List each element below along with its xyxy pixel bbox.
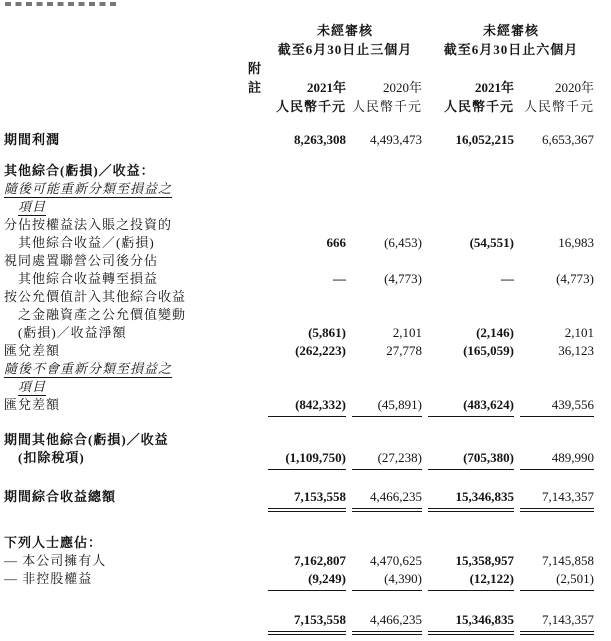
cell-value-2021-6m: — (501, 271, 514, 286)
header-row-currency (0, 97, 611, 116)
cell-value-2020-3m (352, 288, 422, 306)
cell-value-2020-6m: 2,101 (564, 325, 594, 340)
row-label: 按公允價值計入其他綜合收益 (4, 289, 187, 304)
row-label: — 本公司擁有人 (4, 553, 107, 568)
cell-value-2021-6m: (483,624) (428, 396, 514, 417)
cell-value-2021-3m: (842,332) (268, 396, 346, 417)
currency-label-2021-3m: 人民幣千元 (275, 99, 346, 114)
cell-value-2020-3m: 4,470,625 (370, 553, 422, 568)
cell-value-2021-6m: (2,146) (476, 325, 514, 340)
cell-value-2020-3m (352, 431, 422, 449)
table-row (0, 360, 611, 378)
cell-value-2021-6m: 15,346,835 (428, 488, 514, 509)
cell-value-2020-6m (520, 162, 594, 180)
cell-value-2021-6m (428, 360, 514, 378)
cell-note (238, 360, 262, 378)
table-header (0, 21, 611, 116)
cell-value-2020-6m: 7,143,357 (520, 488, 594, 509)
cell-value-2021-6m: (12,122) (428, 570, 514, 591)
table-row (0, 234, 611, 252)
cell-value-2020-3m: 4,466,235 (352, 488, 422, 509)
table-row (0, 570, 611, 591)
cell-note (238, 378, 262, 396)
cell-value-2020-3m: (45,891) (352, 396, 422, 417)
cell-note (238, 270, 262, 288)
cell-value-2020-6m (520, 180, 594, 198)
cell-value-2021-6m: (165,059) (463, 343, 514, 358)
cell-value-2021-3m: 7,162,807 (294, 553, 346, 568)
cell-value-2020-3m (352, 216, 422, 234)
cell-value-2021-3m (268, 306, 346, 324)
cell-value-2021-6m (428, 162, 514, 180)
table-row (0, 534, 611, 552)
table-row (0, 270, 611, 288)
cell-value-2020-6m: 36,123 (558, 343, 594, 358)
header-row-unaudited (0, 21, 611, 40)
cell-value-2020-3m (352, 252, 422, 270)
cell-value-2021-6m (428, 431, 514, 449)
cell-value-2021-3m: 7,153,558 (268, 611, 346, 632)
cell-value-2021-6m (428, 198, 514, 216)
cell-note (238, 534, 262, 552)
cell-value-2020-6m: 6,653,367 (542, 132, 594, 147)
header-row-period (0, 40, 611, 59)
cell-value-2021-6m: 15,358,957 (455, 553, 514, 568)
cell-value-2021-3m (268, 180, 346, 198)
cell-value-2020-3m (352, 306, 422, 324)
cell-note (238, 324, 262, 342)
row-label: 期間其他綜合(虧損)／收益 (4, 432, 169, 447)
currency-label-2020-3m: 人民幣千元 (352, 99, 423, 114)
cell-value-2020-6m (520, 198, 594, 216)
cell-value-2020-6m: 7,145,858 (542, 553, 594, 568)
cell-value-2021-6m (428, 252, 514, 270)
cell-value-2020-6m (520, 252, 594, 270)
cell-value-2021-6m: 15,346,835 (428, 611, 514, 632)
year-2021-6m: 2021年 (474, 80, 514, 95)
currency-label-2020-6m: 人民幣千元 (523, 99, 594, 114)
cell-value-2021-3m: 8,263,308 (294, 132, 346, 147)
cell-value-2021-6m (428, 216, 514, 234)
cell-value-2021-3m (268, 534, 346, 552)
table-row (0, 324, 611, 342)
cell-note (238, 552, 262, 570)
row-label: 隨後可能重新分類至損益之 (4, 181, 173, 196)
table-row (0, 180, 611, 198)
cell-note (238, 431, 262, 449)
cell-note (238, 396, 262, 417)
row-label: 匯兌差額 (4, 397, 61, 412)
row-label: 期間利潤 (4, 132, 61, 147)
cell-note (238, 198, 262, 216)
cell-value-2020-6m: 439,556 (520, 396, 594, 417)
row-label: 之金融資產之公允價值變動 (18, 307, 187, 322)
table-row (0, 552, 611, 570)
row-label: (扣除稅項) (18, 450, 85, 465)
row-label: 分佔按權益法入賬之投資的 (4, 217, 173, 232)
row-label: (虧損)／收益淨額 (18, 325, 127, 340)
cell-value-2020-6m (520, 534, 594, 552)
cell-value-2021-6m (428, 378, 514, 396)
cell-value-2020-6m: (4,773) (556, 271, 594, 286)
cell-value-2020-3m: (4,390) (352, 570, 422, 591)
currency-label-2021-6m: 人民幣千元 (443, 99, 514, 114)
cell-value-2020-3m: (6,453) (384, 235, 422, 250)
table-row (0, 216, 611, 234)
cell-value-2021-3m: 7,153,558 (268, 488, 346, 509)
table-row (0, 342, 611, 360)
cell-value-2021-6m: (705,380) (428, 449, 514, 470)
cell-value-2020-6m: 16,983 (558, 235, 594, 250)
cell-value-2021-3m (268, 216, 346, 234)
cell-value-2020-3m: (27,238) (352, 449, 422, 470)
cell-value-2021-3m: (9,249) (268, 570, 346, 591)
table-row (0, 252, 611, 270)
cell-note (238, 288, 262, 306)
cell-value-2020-3m (352, 378, 422, 396)
cell-note (238, 488, 262, 509)
note-column-label: 附註 (247, 61, 262, 95)
cell-value-2020-3m (352, 162, 422, 180)
cell-value-2020-6m: 7,143,357 (520, 611, 594, 632)
clipped-text-fragment (5, 2, 117, 6)
table-row (0, 306, 611, 324)
row-label: 其他綜合收益／(虧損) (18, 235, 155, 250)
cell-note (238, 611, 262, 632)
year-2020-3m: 2020年 (382, 80, 422, 95)
table-row (0, 431, 611, 449)
cell-value-2020-3m: (4,773) (384, 271, 422, 286)
cell-value-2020-6m (520, 360, 594, 378)
cell-value-2021-3m: (262,223) (295, 343, 346, 358)
row-label (4, 611, 232, 632)
table-row (0, 396, 611, 417)
cell-value-2021-3m (268, 288, 346, 306)
cell-note (238, 252, 262, 270)
row-label: — 非控股權益 (4, 571, 93, 586)
cell-note (238, 342, 262, 360)
cell-value-2020-3m (352, 198, 422, 216)
cell-value-2021-3m: 666 (326, 235, 346, 250)
cell-value-2021-3m: — (333, 271, 346, 286)
cell-note (238, 216, 262, 234)
period-label-3m: 截至6月30日止三個月 (277, 42, 413, 57)
cell-note (238, 449, 262, 470)
cell-value-2021-3m (268, 431, 346, 449)
cell-value-2021-6m: 16,052,215 (455, 132, 514, 147)
cell-value-2020-6m (520, 306, 594, 324)
cell-value-2020-3m: 4,466,235 (352, 611, 422, 632)
statement-rows (0, 131, 611, 632)
cell-value-2020-3m (352, 534, 422, 552)
cell-value-2021-3m (268, 198, 346, 216)
cell-value-2021-3m: (5,861) (308, 325, 346, 340)
table-row (0, 611, 611, 632)
row-label: 其他綜合收益轉至損益 (18, 271, 159, 286)
cell-value-2021-6m (428, 534, 514, 552)
cell-value-2021-6m (428, 306, 514, 324)
table-row (0, 449, 611, 470)
cell-value-2020-3m (352, 360, 422, 378)
cell-note (238, 180, 262, 198)
cell-note (238, 306, 262, 324)
table-row (0, 288, 611, 306)
cell-note (238, 570, 262, 591)
cell-value-2020-3m: 27,778 (386, 343, 422, 358)
row-label: 匯兌差額 (4, 343, 61, 358)
cell-value-2020-6m (520, 288, 594, 306)
cell-value-2021-3m (268, 360, 346, 378)
cell-value-2021-6m (428, 288, 514, 306)
row-label: 項目 (18, 379, 47, 394)
cell-value-2020-6m (520, 216, 594, 234)
table-row (0, 131, 611, 149)
cell-value-2021-3m (268, 162, 346, 180)
table-row (0, 378, 611, 396)
table-row (0, 198, 611, 216)
cell-value-2021-6m: (54,551) (469, 235, 514, 250)
cell-value-2020-3m (352, 180, 422, 198)
unaudited-label-6m: 未經審核 (482, 23, 539, 38)
unaudited-label-3m: 未經審核 (316, 23, 373, 38)
year-2021-3m: 2021年 (306, 80, 346, 95)
row-label: 期間綜合收益總額 (4, 489, 117, 504)
cell-note (238, 162, 262, 180)
cell-note (238, 131, 262, 149)
row-label: 視同處置聯營公司後分佔 (4, 253, 159, 268)
table-row (0, 488, 611, 509)
cell-note (238, 234, 262, 252)
year-2020-6m: 2020年 (554, 80, 594, 95)
cell-value-2020-6m (520, 378, 594, 396)
cell-value-2021-6m (428, 180, 514, 198)
cell-value-2021-3m: (1,109,750) (268, 449, 346, 470)
row-label: 隨後不會重新分類至損益之 (4, 361, 173, 376)
table-row (0, 162, 611, 180)
row-label: 其他綜合(虧損)／收益： (4, 163, 155, 178)
row-label: 下列人士應佔： (4, 535, 103, 550)
cell-value-2020-6m: 489,990 (520, 449, 594, 470)
row-label: 項目 (18, 199, 47, 214)
cell-value-2020-6m: (2,501) (520, 570, 594, 591)
cell-value-2021-3m (268, 378, 346, 396)
cell-value-2020-3m: 2,101 (392, 325, 422, 340)
header-row-years (0, 59, 611, 97)
cell-value-2020-3m: 4,493,473 (370, 132, 422, 147)
period-label-6m: 截至6月30日止六個月 (443, 42, 579, 57)
cell-value-2021-3m (268, 252, 346, 270)
cell-value-2020-6m (520, 431, 594, 449)
